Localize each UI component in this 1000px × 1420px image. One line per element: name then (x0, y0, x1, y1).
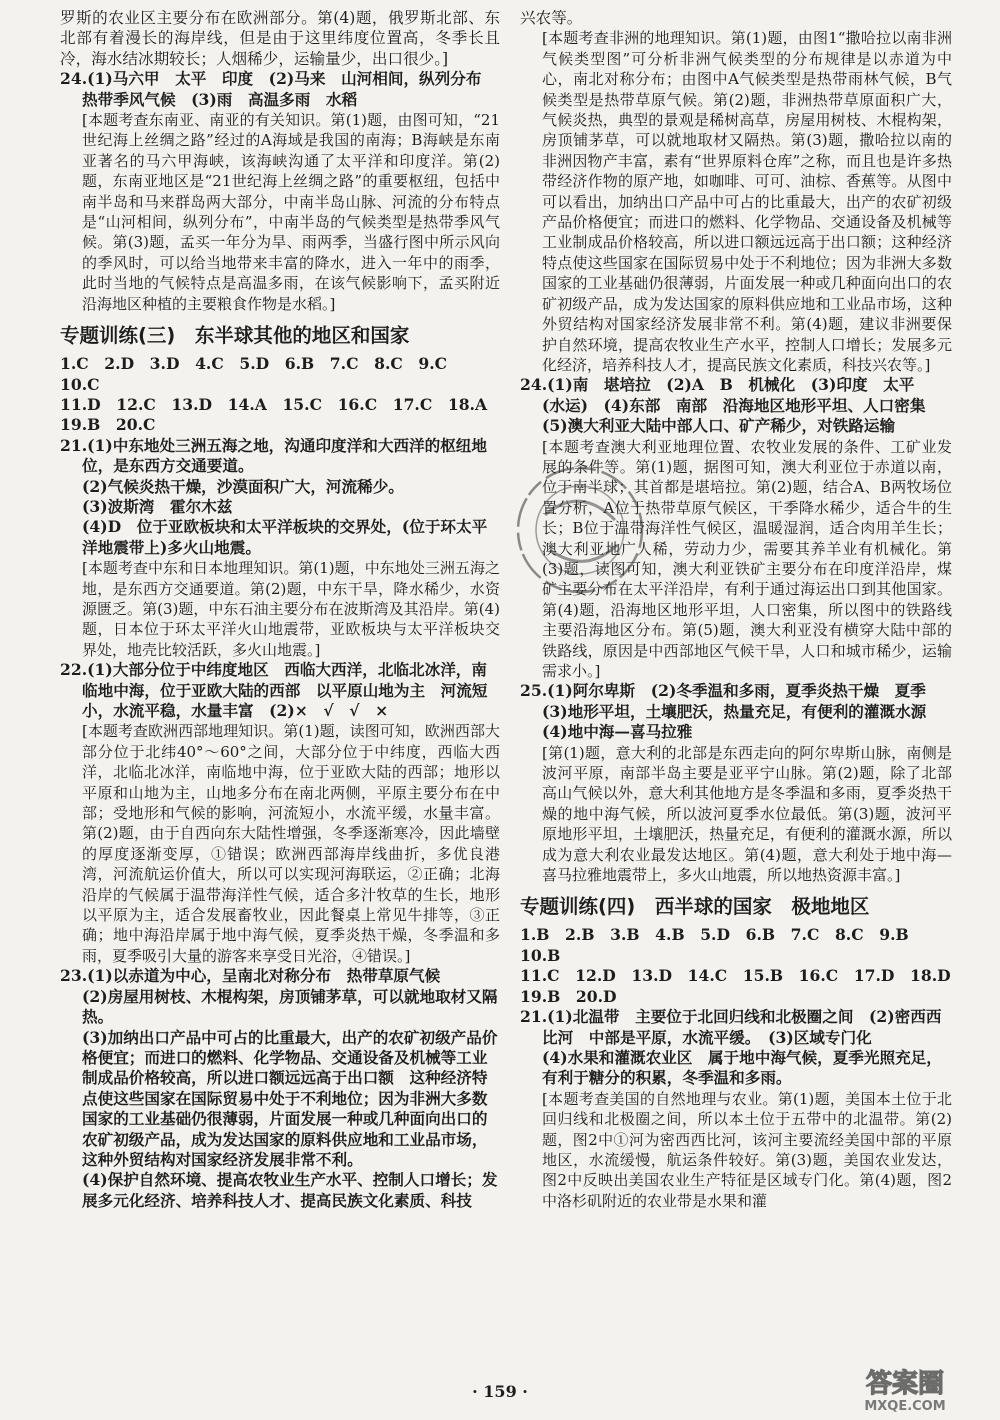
question-23 (60, 966, 500, 986)
answer-text: (1)北温带 主要位于北回归线和北极圈之间 (2)密西西比河 中部是平原，水流平缓。 (3)区域专门化 (542, 1007, 942, 1047)
answer-part: (4)地中海—喜马拉雅 (542, 722, 693, 742)
explanation-22: [本题考查欧洲西部地理知识。第(1)题，读图可知，欧洲西部大部分位于北纬40°～60°之间，大部分位于中纬度，西临大西洋，北临北冰洋，南临地中海，位于亚欧大陆的西部；地形以平原和山地为主，山地多分布在南北两侧，平原主要分布在中部；受地形和气候的影响，河流短小，水流平缓，水量丰富。第(2)题，由于自西向东大陆性增强，冬季逐渐寒冷，因此墙壁的厚度逐渐变厚，①错误；欧洲西部海岸线曲折，多优良港湾，河流航运价值大，所以可以实现河海联运，②正确；北海沿岸的气候属于温带海洋性气候，适合多汁牧草的生长，地形以平原为主，适合发展畜牧业，因此餐桌上常见牛排等，③正确；地中海沿岸属于地中海气候，夏季炎热干燥，冬季温和多雨，夏季吸引大量的游客来享受日光浴，④错误。] (82, 722, 500, 965)
answer-text: (1)中东地处三洲五海之地，沟通印度洋和大西洋的枢纽地位，是东西方交通要道。 (82, 435, 487, 476)
answer-part: (2)气候炎热干燥，沙漠面积广大，河流稀少。 (82, 476, 404, 496)
right-column (520, 8, 952, 1211)
explanation-25: [第(1)题，意大利的北部是东西走向的阿尔卑斯山脉，南侧是波河平原，南部半岛主要是亚平宁山脉。第(2)题，除了北部高山气候以外，意大利其他地方是冬季温和多雨，夏季炎热干燥的地中海气候，所以波河夏季水位最低。第(3)题，波河平原地形平坦，土壤肥沃，热量充足，有便利的灌溉水源，所以成为意大利农业最发达地区。第(4)题，意大利处于地中海—喜马拉雅地震带上，多火山地震，所以地热资源丰富。] (542, 743, 952, 885)
watermark-stamp (505, 455, 655, 605)
right-intro: 兴农等。 (520, 9, 583, 27)
site-logo (820, 1362, 990, 1414)
svg-text:答案圈: 答案圈 (865, 1369, 945, 1399)
question-21-b (520, 1007, 952, 1048)
answer-text: (1)马六甲 太平 印度 (2)马来 山河相间，纵列分布 热带季风气候 (3)雨 高温多雨 水稻 (82, 69, 498, 109)
answer-part: (3)地形平坦，土壤肥沃，热量充足，有便利的灌溉水源 (542, 701, 927, 721)
svg-text:MXQE.COM: MXQE.COM (864, 1399, 946, 1414)
question-21 (60, 436, 500, 477)
answer-part: (3)加纳出口产品中可占的比重最大，出产的农矿初级产品价格便宜；而进口的燃料、化学物品、交通设备及机械等工业制成品价格较高，所以进口额远远高于出口额 这种经济特点使这些国家在国际贸易中处于不利地位；因为非洲大多数国家的工业基础仍很薄弱，片面发展一种或几种面向出口的农矿初级产品，成为发达国家的原料供应地和工业品市场，这种外贸结构对国家经济发展非常不利。 (82, 1027, 498, 1169)
choice-answers-row-3: 19.B 20.D (520, 986, 617, 1006)
question-22 (60, 660, 500, 721)
answer-text: (1)南 堪培拉 (2)A B 机械化 (3)印度 太平 (水运) (4)东部 南部 沿海地区地形平坦、人口密集 (5)澳大利亚大陆中部人口、矿产稀少，对铁路运输 (542, 375, 942, 436)
answer-part: (2)房屋用树枝、木棍构架，房顶铺茅草，可以就地取材又隔热。 (82, 986, 498, 1027)
choice-answers-row-1: 1.C 2.D 3.D 4.C 5.D 6.B 7.C 8.C 9.C 10.C (60, 354, 463, 394)
answer-text: (1)大部分位于中纬度地区 西临大西洋，北临北冰洋，南临地中海，位于亚欧大陆的西部 以平原山地为主 河流短小，水流平稳，水量丰富 (2)× √ √ × (82, 660, 488, 720)
answer-text: (1)以赤道为中心，呈南北对称分布 热带草原气候 (87, 966, 441, 986)
explanation-23: [本题考查非洲的地理知识。第(1)题，由图1“撒哈拉以南非洲气候类型图”可分析非洲气候类型的分布规律是以赤道为中心，南北对称分布；由图中A气候类型是热带雨林气候，B气候类型是热带草原气候。第(2)题，非洲热带草原面积广大，气候炎热，典型的景观是稀树高草，房屋用树枝、木棍构架，房顶铺茅草，可以就地取材又隔热。第(3)题，撒哈拉以南的非洲因物产丰富，素有“世界原料仓库”之称，而且也是许多热带经济作物的原产地，如咖啡、可可、油棕、香蕉等。从图中可以看出，加纳出口产品中可占的比重最大，出产的农矿初级产品价格便宜；而进口的燃料、化学物品、交通设备及机械等工业制成品价格较高，所以进口额远远高于出口额；这种经济特点使这些国家在国际贸易中处于不利地位；因为非洲大多数国家的工业基础仍很薄弱，片面发展一种或几种面向出口的农矿初级产品，成为发达国家的原料供应地和工业品市场，这种外贸结构对国家经济发展非常不利。第(4)题，建议非洲要保护自然环境，提高农牧业生产水平，控制人口增长；发展多元化经济，培养科技人才，提高民族文化素质，科技兴农等。] (542, 29, 952, 374)
choice-answers-row-2: 11.D 12.C 13.D 14.A 15.C 16.C 17.C 18.A (60, 394, 488, 414)
left-column (60, 8, 500, 1211)
answer-part: (4)保护自然环境、提高农牧业生产水平、控制人口增长；发展多元化经济、培养科技人才、提高民族文化素质、科技 (82, 1170, 498, 1210)
question-number: 23. (60, 966, 88, 986)
question-number: 21. (60, 435, 88, 455)
explanation-21: [本题考查中东和日本地理知识。第(1)题，中东地处三洲五海之地，是东西方交通要道。第(2)题，中东干旱，降水稀少，水资源匮乏。第(3)题，中东石油主要分布在波斯湾及其沿岸。第(4)题，日本位于环太平洋火山地震带，亚欧板块与太平洋板块交界处，地壳比较活跃，多火山地震。] (82, 559, 500, 659)
choice-answers-row-3: 19.B 20.C (60, 415, 156, 435)
question-25 (520, 681, 952, 701)
question-number: 22. (60, 660, 88, 680)
explanation-21-b: [本题考查美国的自然地理与农业。第(1)题，美国本土位于北回归线和北极圈之间，所以本土位于五带中的北温带。第(2)题，图2中①河为密西西比河，该河主要流经美国中部的平原地区，水流缓慢，航运条件较好。第(3)题，美国农业发达，图2中反映出美国农业生产特征是区域专门化。第(4)题，图2中洛杉矶附近的农业带是水果和灌 (542, 1089, 952, 1210)
explanation-24: [本题考查东南亚、南亚的有关知识。第(1)题，由图可知，“21世纪海上丝绸之路”经过的A海域是我国的南海；B海峡是东南亚著名的马六甲海峡，该海峡沟通了太平洋和印度洋。第(2)题，东南亚地区是“21世纪海上丝绸之路”的重要枢纽，包括中南半岛和马来群岛两大部分，中南半岛山脉、河流的分布特点是“山河相间，纵列分布”，中南半岛的气候类型是热带季风气候。第(3)题，孟买一年分为旱、雨两季，当盛行图中所示风向的季风时，可以给当地带来丰富的降水，进入一年中的雨季，此时当地的气候特点是高温多雨，在该气候影响下，孟买附近沿海地区种植的主要粮食作物是水稻。] (82, 111, 500, 313)
question-number: 25. (520, 681, 548, 701)
question-24-b (520, 375, 952, 436)
answer-part: (3)波斯湾 霍尔木兹 (82, 496, 233, 516)
choice-answers-row-1: 1.B 2.B 3.B 4.B 5.D 6.B 7.C 8.C 9.B 10.B (520, 925, 925, 965)
answer-part: (4)D 位于亚欧板块和太平洋板块的交界处，(位于环太平洋地震带上)多火山地震。 (82, 517, 488, 557)
answer-text: (1)阿尔卑斯 (2)冬季温和多雨，夏季炎热干燥 夏季 (547, 681, 926, 701)
question-number: 21. (520, 1007, 548, 1027)
section-heading-3: 专题训练(三) 东半球其他的地区和国家 (60, 324, 410, 348)
question-24 (60, 69, 500, 110)
choice-answers-row-2: 11.C 12.D 13.D 14.C 15.B 16.C 17.D 18.D (520, 966, 951, 986)
page-number: · 159 · (472, 1382, 528, 1401)
answer-part: (4)水果和灌溉农业区 属于地中海气候，夏季光照充足，有利于糖分的积累，冬季温和多雨。 (542, 1047, 942, 1088)
section-heading-4: 专题训练(四) 西半球的国家 极地地区 (520, 895, 870, 919)
question-number: 24. (520, 375, 548, 395)
left-intro: 罗斯的农业区主要分布在欧洲部分。第(4)题，俄罗斯北部、东北部有着漫长的海岸线，但是由于这里纬度位置高，冬季长且冷，海水结冰期较长；人烟稀少，运输量少，出口很少。] (60, 9, 500, 68)
explanation-24-b: [本题考查澳大利亚地理位置、农牧业发展的条件、工矿业发展的条件等。第(1)题，据图可知，澳大利亚位于赤道以南，位于南半球；其首都是堪培拉。第(2)题，结合A、B两牧场位置分析，A位于热带草原气候区，干季降水稀少，适合牛的生长；B位于温带海洋性气候区，温暖湿润，适合肉用羊生长；澳大利亚地广人稀，劳动力少，需要其养羊业有机械化。第(3)题，读图可知，澳大利亚铁矿主要分布在印度洋沿岸，煤矿主要分布在太平洋沿岸，有利于通过海运出口到其他国家。第(4)题，沿海地区地形平坦，人口密集，所以图中的铁路线主要沿海地区分布。第(5)题，澳大利亚没有横穿大陆中部的铁路线，原因是中西部地区气候干旱，人口和城市稀少，运输需求小。] (542, 437, 952, 680)
question-number: 24. (60, 69, 88, 89)
